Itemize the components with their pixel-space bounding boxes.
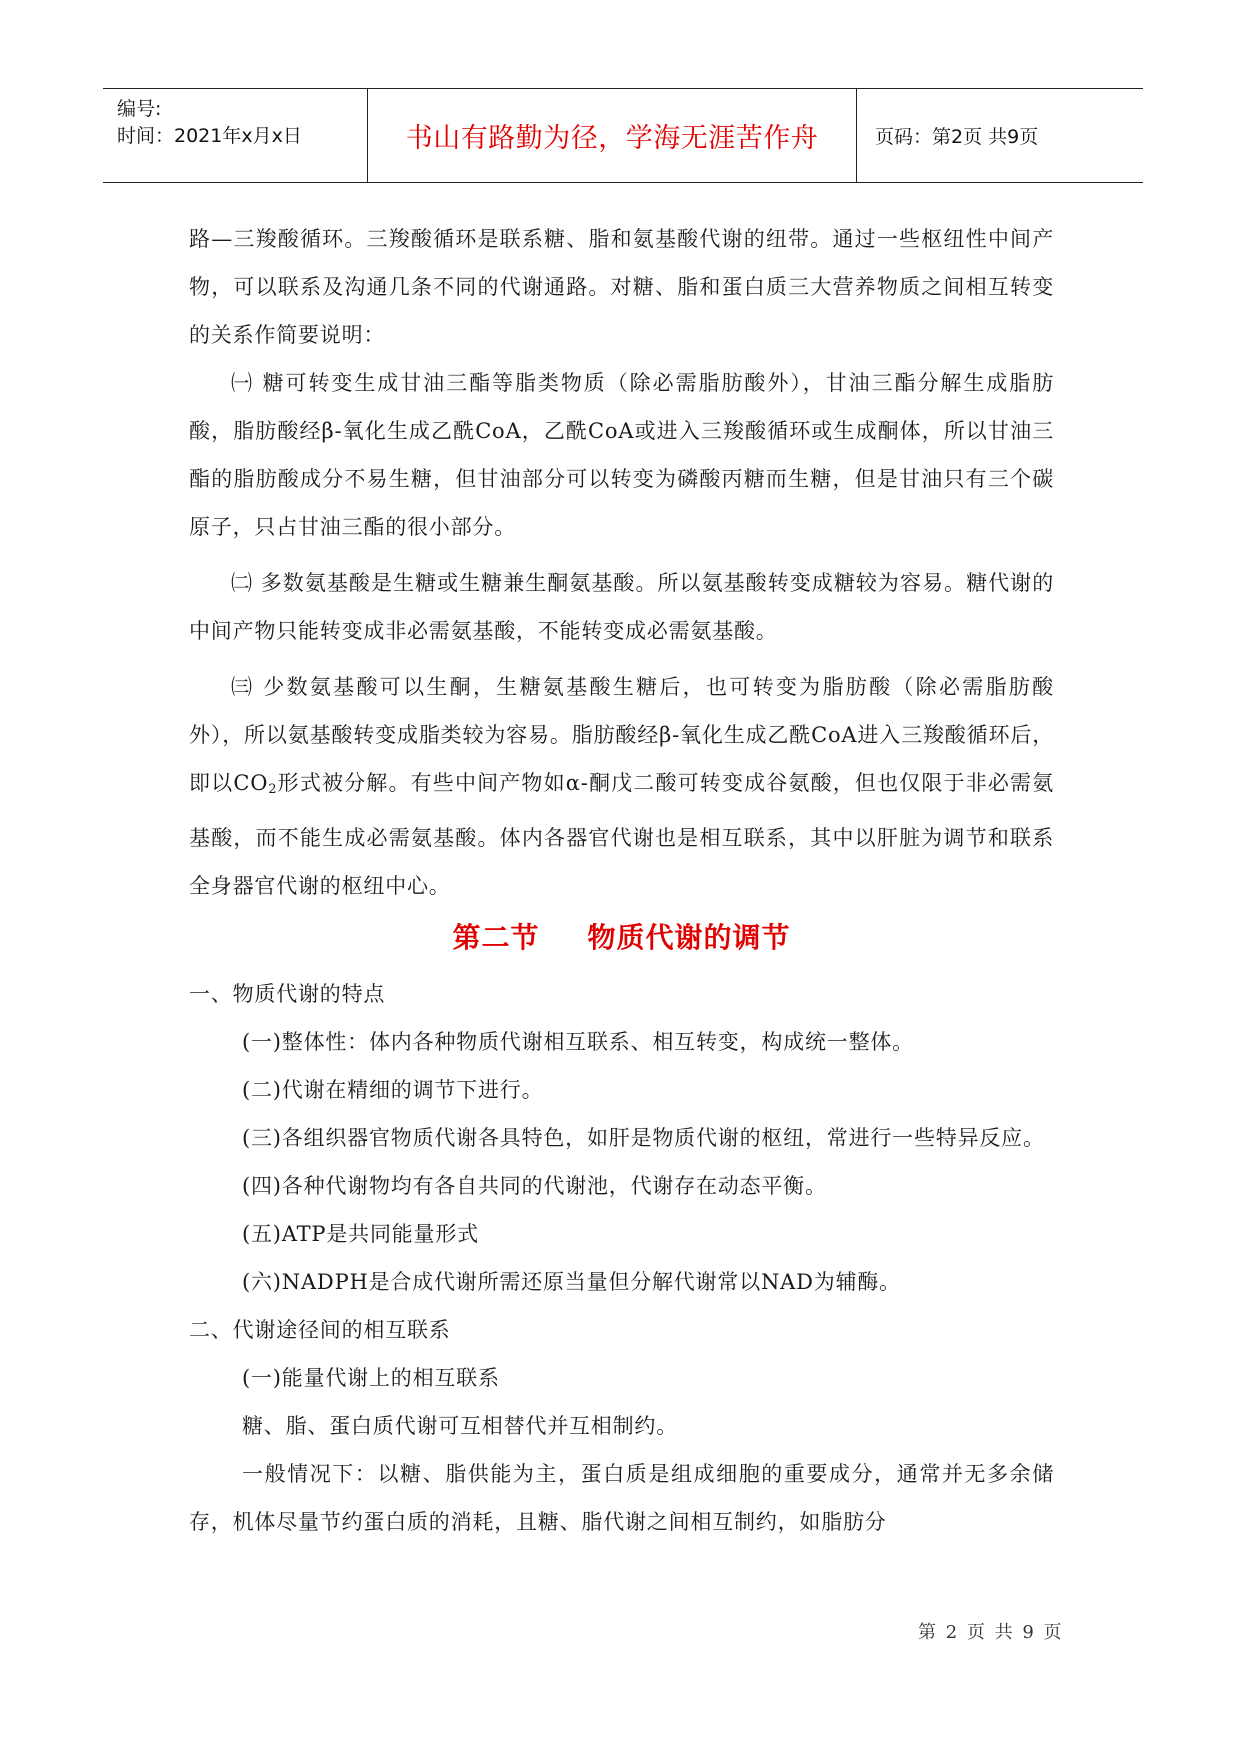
section-name: 物质代谢的调节 bbox=[587, 921, 791, 954]
heading-pathway-relations: 二、代谢途径间的相互联系 bbox=[189, 1318, 451, 1342]
paragraph-amino-to-sugar: ㈡ 多数氨基酸是生糖或生糖兼生酮氨基酸。所以氨基酸转变成糖较为容易。糖代谢的中间产物只能转变成非必需氨基酸，不能转变成必需氨基酸。 bbox=[189, 571, 1054, 643]
list-item: (五)ATP是共同能量形式 bbox=[242, 1222, 479, 1246]
co2-subscript: 2 bbox=[268, 782, 278, 797]
list-item: (六)NADPH是合成代谢所需还原当量但分解代谢常以NAD为辅酶。 bbox=[242, 1270, 901, 1294]
paragraph-part-a: ㈢ 少数氨基酸可以生酮，生糖氨基酸生糖后，也可转变为脂肪酸（除必需脂肪酸外），所以氨基酸转变成脂类较为容易。脂肪酸经β-氧化生成乙酰CoA进入三羧酸循环后，即以CO bbox=[189, 675, 1054, 795]
heading-metabolism-features: 一、物质代谢的特点 bbox=[189, 982, 386, 1006]
page-header bbox=[103, 88, 1143, 183]
paragraph-part-b: 形式被分解。有些中间产物如α-酮戊二酸可转变成谷氨酸，但也仅限于非必需氨基酸，而不能生成必需氨基酸。体内各器官代谢也是相互联系，其中以肝脏为调节和联系全身器官代谢的枢纽中心。 bbox=[189, 771, 1055, 898]
list-item: 糖、脂、蛋白质代谢可互相替代并互相制约。 bbox=[242, 1414, 678, 1438]
section-number: 第二节 bbox=[452, 921, 540, 954]
header-motto: 书山有路勤为径，学海无涯苦作舟 bbox=[368, 89, 857, 182]
paragraph-amino-to-lipid bbox=[189, 663, 1054, 910]
header-meta bbox=[103, 89, 368, 182]
list-item: (三)各组织器官物质代谢各具特色，如肝是物质代谢的枢纽，常进行一些特异反应。 bbox=[242, 1126, 1045, 1150]
document-number-label: 编号: bbox=[117, 98, 162, 120]
paragraph-energy: 一般情况下：以糖、脂供能为主，蛋白质是组成细胞的重要成分，通常并无多余储存，机体尽量节约蛋白质的消耗，且糖、脂代谢之间相互制约，如脂肪分 bbox=[189, 1462, 1054, 1534]
list-item: (四)各种代谢物均有各自共同的代谢池，代谢存在动态平衡。 bbox=[242, 1174, 827, 1198]
paragraph-intro: 路—三羧酸循环。三羧酸循环是联系糖、脂和氨基酸代谢的纽带。通过一些枢纽性中间产物，可以联系及沟通几条不同的代谢通路。对糖、脂和蛋白质三大营养物质之间相互转变的关系作简要说明： bbox=[189, 227, 1054, 347]
list-item: (一)能量代谢上的相互联系 bbox=[242, 1366, 500, 1390]
paragraph-sugar-to-lipid: ㈠ 糖可转变生成甘油三酯等脂类物质（除必需脂肪酸外），甘油三酯分解生成脂肪酸，脂肪酸经β-氧化生成乙酰CoA，乙酰CoA或进入三羧酸循环或生成酮体，所以甘油三酯的脂肪酸成分不易生糖，但甘油部分可以转变为磷酸丙糖而生糖，但是甘油只有三个碳原子，只占甘油三酯的很小部分。 bbox=[189, 371, 1054, 539]
list-item: (一)整体性：体内各种物质代谢相互联系、相互转变，构成统一整体。 bbox=[242, 1030, 914, 1054]
document-time-label: 时间：2021年x月x日 bbox=[117, 125, 302, 147]
list-item: (二)代谢在精细的调节下进行。 bbox=[242, 1078, 544, 1102]
section-title bbox=[189, 918, 1054, 958]
page-footer: 第 2 页 共 9 页 bbox=[918, 1622, 1064, 1643]
document-body bbox=[189, 215, 1054, 1546]
header-page-label: 页码：第2页 共9页 bbox=[875, 126, 1039, 148]
